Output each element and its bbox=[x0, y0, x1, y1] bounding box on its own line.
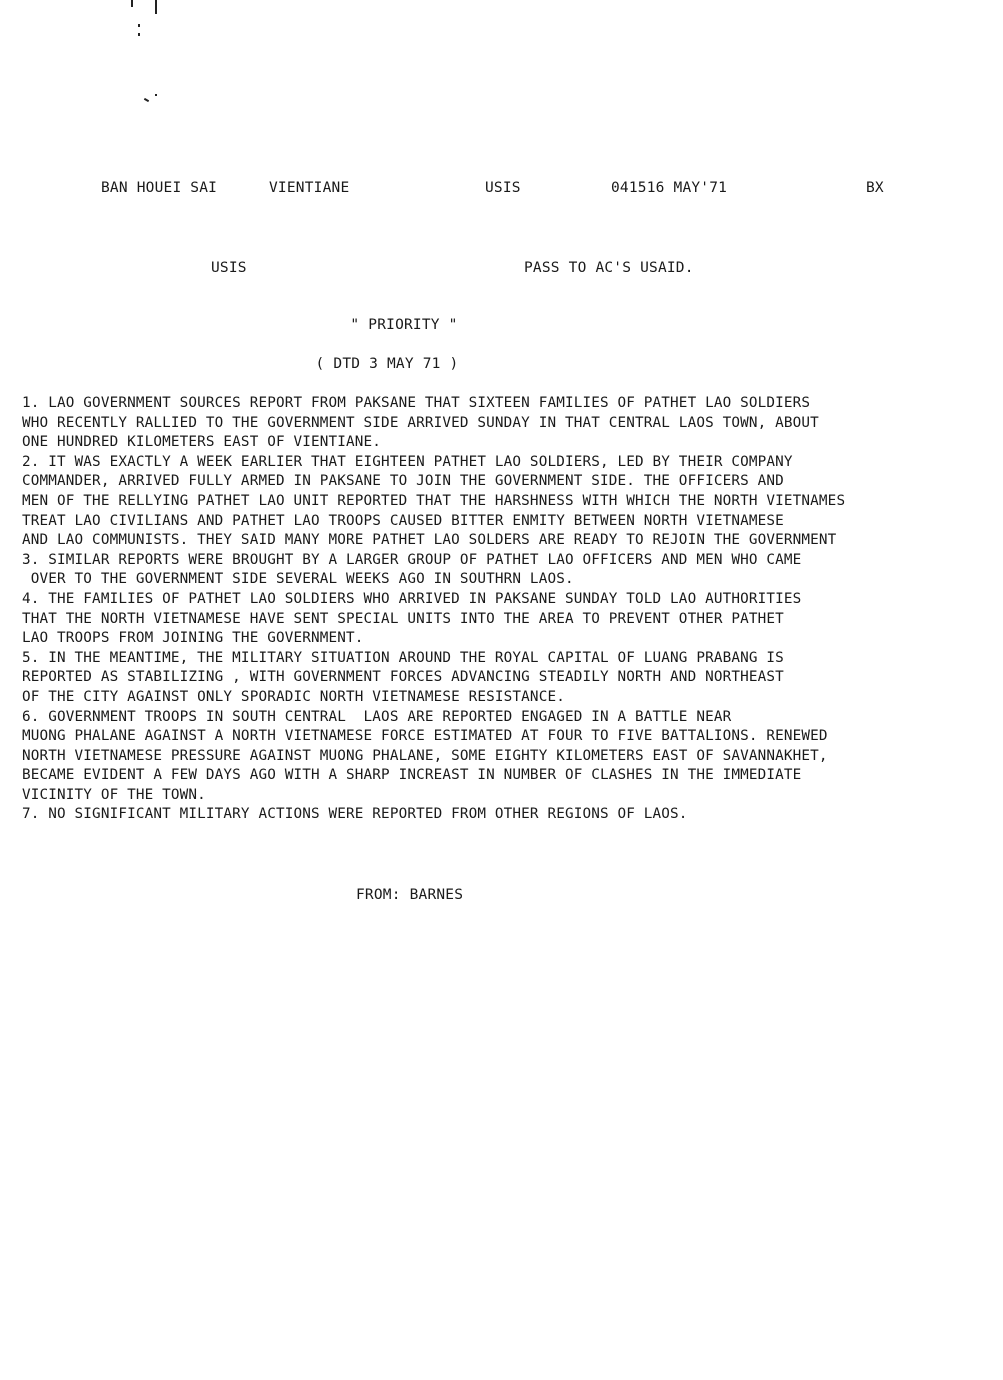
signature: FROM: BARNES bbox=[356, 887, 464, 903]
body-line: 7. NO SIGNIFICANT MILITARY ACTIONS WERE REPORTED FROM OTHER REGIONS OF LAOS. bbox=[22, 806, 688, 823]
header-dtg: 041516 MAY'71 bbox=[611, 180, 728, 196]
message-body bbox=[22, 394, 982, 825]
body-line: NORTH VIETNAMESE PRESSURE AGAINST MUONG PHALANE, SOME EIGHTY KILOMETERS EAST OF SAVANNAKHET, bbox=[22, 747, 828, 764]
stray-mark bbox=[155, 0, 157, 14]
body-line: WHO RECENTLY RALLIED TO THE GOVERNMENT SIDE ARRIVED SUNDAY IN THAT CENTRAL LAOS TOWN, ABOUT bbox=[22, 414, 819, 431]
body-line: COMMANDER, ARRIVED FULLY ARMED IN PAKSANE TO JOIN THE GOVERNMENT SIDE. THE OFFICERS AND bbox=[22, 473, 784, 490]
body-line: AND LAO COMMUNISTS. THEY SAID MANY MORE PATHET LAO SOLDERS ARE READY TO REJOIN THE GOVERNMENT bbox=[22, 532, 837, 549]
stray-mark bbox=[138, 33, 140, 36]
stray-mark bbox=[138, 24, 140, 27]
body-line: BECAME EVIDENT A FEW DAYS AGO WITH A SHARP INCREAST IN NUMBER OF CLASHES IN THE IMMEDIATE bbox=[22, 767, 802, 784]
body-line: VICINITY OF THE TOWN. bbox=[22, 786, 206, 803]
body-line: OVER TO THE GOVERNMENT SIDE SEVERAL WEEKS AGO IN SOUTHRN LAOS. bbox=[22, 571, 574, 588]
header-origin: BAN HOUEI SAI bbox=[101, 180, 218, 196]
body-line: 1. LAO GOVERNMENT SOURCES REPORT FROM PAKSANE THAT SIXTEEN FAMILIES OF PATHET LAO SOLDIERS bbox=[22, 395, 811, 411]
body-line: MEN OF THE RELLYING PATHET LAO UNIT REPORTED THAT THE HARSHNESS WITH WHICH THE NORTH VIETNAMES bbox=[22, 492, 846, 509]
header-agency: USIS bbox=[485, 180, 521, 196]
body-line: TREAT LAO CIVILIANS AND PATHET LAO TROOPS CAUSED BITTER ENMITY BETWEEN NORTH VIETNAMESE bbox=[22, 512, 784, 529]
body-line: OF THE CITY AGAINST ONLY SPORADIC NORTH VIETNAMESE RESISTANCE. bbox=[22, 688, 565, 705]
routing-addressee: USIS bbox=[211, 260, 247, 276]
body-line: LAO TROOPS FROM JOINING THE GOVERNMENT. bbox=[22, 630, 364, 647]
header-code: BX bbox=[866, 180, 884, 196]
stray-mark bbox=[131, 0, 133, 7]
body-line: 5. IN THE MEANTIME, THE MILITARY SITUATION AROUND THE ROYAL CAPITAL OF LUANG PRABANG IS bbox=[22, 649, 784, 666]
body-line: 6. GOVERNMENT TROOPS IN SOUTH CENTRAL LAOS ARE REPORTED ENGAGED IN A BATTLE NEAR bbox=[22, 708, 732, 725]
body-line: MUONG PHALANE AGAINST A NORTH VIETNAMESE FORCE ESTIMATED AT FOUR TO FIVE BATTALIONS. RENEWED bbox=[22, 728, 828, 745]
body-line: 2. IT WAS EXACTLY A WEEK EARLIER THAT EIGHTEEN PATHET LAO SOLDIERS, LED BY THEIR COMPANY bbox=[22, 453, 793, 470]
body-line: 4. THE FAMILIES OF PATHET LAO SOLDIERS WHO ARRIVED IN PAKSANE SUNDAY TOLD LAO AUTHORITIES bbox=[22, 590, 802, 607]
stray-mark bbox=[144, 98, 149, 102]
routing-instruction: PASS TO AC'S USAID. bbox=[524, 260, 694, 276]
body-line: ONE HUNDRED KILOMETERS EAST OF VIENTIANE. bbox=[22, 434, 382, 451]
stray-mark bbox=[155, 94, 157, 96]
body-line: REPORTED AS STABILIZING , WITH GOVERNMENT FORCES ADVANCING STEADILY NORTH AND NORTHEAST bbox=[22, 669, 784, 686]
header-destination: VIENTIANE bbox=[269, 180, 350, 196]
body-line: THAT THE NORTH VIETNAMESE HAVE SENT SPECIAL UNITS INTO THE AREA TO PREVENT OTHER PATHET bbox=[22, 610, 784, 627]
dated-label: ( DTD 3 MAY 71 ) bbox=[315, 356, 459, 372]
body-line: 3. SIMILAR REPORTS WERE BROUGHT BY A LARGER GROUP OF PATHET LAO OFFICERS AND MEN WHO CAME bbox=[22, 551, 802, 568]
priority-label: " PRIORITY " bbox=[350, 317, 458, 333]
